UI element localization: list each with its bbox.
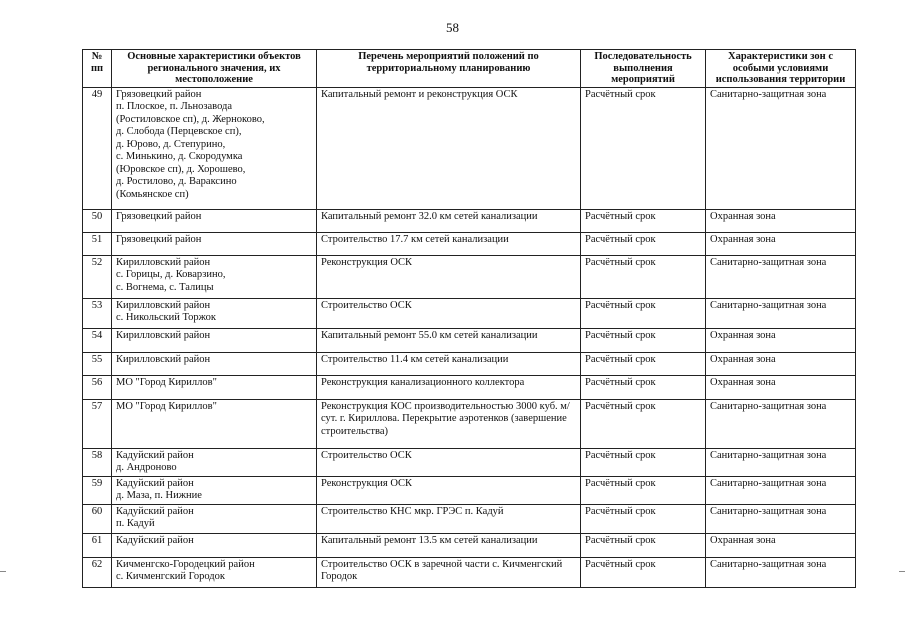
cell-order: Расчётный срок <box>581 298 706 328</box>
cell-object: Кирилловский район с. Горицы, д. Коварзино, с. Вогнема, с. Талицы <box>112 255 317 298</box>
page-number: 58 <box>446 20 459 35</box>
cell-measures: Реконструкция канализационного коллектора <box>317 375 581 399</box>
table-row <box>83 557 856 587</box>
scan-edge-mark-right <box>899 571 905 572</box>
cell-zone: Охранная зона <box>706 232 856 255</box>
table-row <box>83 352 856 375</box>
table-row <box>83 232 856 255</box>
header-order: Последовательность выполнения мероприятий <box>581 50 706 88</box>
table-row <box>83 298 856 328</box>
cell-order: Расчётный срок <box>581 533 706 557</box>
cell-order: Расчётный срок <box>581 504 706 533</box>
table-row <box>83 209 856 232</box>
cell-zone: Охранная зона <box>706 209 856 232</box>
table-row <box>83 504 856 533</box>
table-row <box>83 87 856 209</box>
cell-order: Расчётный срок <box>581 87 706 209</box>
header-zone: Характеристики зон с особыми условиями использования территории <box>706 50 856 88</box>
cell-num: 58 <box>83 448 112 476</box>
scan-edge-mark-left <box>0 571 6 572</box>
cell-object: Кадуйский район <box>112 533 317 557</box>
measures-table <box>82 49 856 588</box>
cell-order: Расчётный срок <box>581 232 706 255</box>
cell-measures: Реконструкция ОСК <box>317 476 581 504</box>
cell-zone: Санитарно-защитная зона <box>706 298 856 328</box>
cell-object: Кирилловский район с. Никольский Торжок <box>112 298 317 328</box>
cell-object: Грязовецкий район п. Плоское, п. Льнозавода (Ростиловское сп), д. Жерноково, д. Слобода (Перцевское сп), д. Юрово, д. Степурино, с. Минькино, д. Скородумка (Юровское сп), д. Хорошево, д. Ростилово, д. Вараксино (Комьянское сп) <box>112 87 317 209</box>
cell-num: 57 <box>83 399 112 448</box>
cell-order: Расчётный срок <box>581 375 706 399</box>
cell-zone: Санитарно-защитная зона <box>706 557 856 587</box>
header-object: Основные характеристики объектов регионального значения, их местоположение <box>112 50 317 88</box>
cell-measures: Реконструкция ОСК <box>317 255 581 298</box>
cell-measures: Строительство 11.4 км сетей канализации <box>317 352 581 375</box>
cell-order: Расчётный срок <box>581 476 706 504</box>
cell-measures: Строительство 17.7 км сетей канализации <box>317 232 581 255</box>
table-row <box>83 375 856 399</box>
cell-num: 55 <box>83 352 112 375</box>
cell-object: Грязовецкий район <box>112 209 317 232</box>
table-row <box>83 476 856 504</box>
cell-zone: Санитарно-защитная зона <box>706 87 856 209</box>
cell-object: МО "Город Кириллов" <box>112 375 317 399</box>
cell-zone: Санитарно-защитная зона <box>706 448 856 476</box>
cell-object: Кадуйский район п. Кадуй <box>112 504 317 533</box>
cell-num: 61 <box>83 533 112 557</box>
cell-object: МО "Город Кириллов" <box>112 399 317 448</box>
cell-num: 62 <box>83 557 112 587</box>
cell-order: Расчётный срок <box>581 209 706 232</box>
cell-zone: Охранная зона <box>706 352 856 375</box>
cell-zone: Санитарно-защитная зона <box>706 504 856 533</box>
table-row <box>83 448 856 476</box>
cell-measures: Капитальный ремонт 55.0 км сетей канализации <box>317 328 581 352</box>
cell-measures: Строительство ОСК <box>317 448 581 476</box>
cell-object: Кирилловский район <box>112 328 317 352</box>
cell-num: 52 <box>83 255 112 298</box>
cell-num: 51 <box>83 232 112 255</box>
table-row <box>83 533 856 557</box>
table-header-row <box>83 50 856 88</box>
cell-zone: Санитарно-защитная зона <box>706 399 856 448</box>
cell-measures: Капитальный ремонт 13.5 км сетей канализации <box>317 533 581 557</box>
cell-order: Расчётный срок <box>581 448 706 476</box>
cell-measures: Реконструкция КОС производительностью 3000 куб. м/сут. г. Кириллова. Перекрытие аэротенков (завершение строительства) <box>317 399 581 448</box>
cell-order: Расчётный срок <box>581 352 706 375</box>
cell-order: Расчётный срок <box>581 557 706 587</box>
cell-object: Кирилловский район <box>112 352 317 375</box>
cell-zone: Охранная зона <box>706 328 856 352</box>
cell-num: 54 <box>83 328 112 352</box>
cell-object: Грязовецкий район <box>112 232 317 255</box>
table-row <box>83 255 856 298</box>
cell-num: 49 <box>83 87 112 209</box>
cell-num: 56 <box>83 375 112 399</box>
header-measures: Перечень мероприятий положений по территориальному планированию <box>317 50 581 88</box>
cell-object: Кадуйский район д. Андроново <box>112 448 317 476</box>
cell-num: 50 <box>83 209 112 232</box>
cell-measures: Капитальный ремонт 32.0 км сетей канализации <box>317 209 581 232</box>
cell-measures: Строительство ОСК в заречной части с. Кичменгский Городок <box>317 557 581 587</box>
cell-measures: Капитальный ремонт и реконструкция ОСК <box>317 87 581 209</box>
cell-order: Расчётный срок <box>581 399 706 448</box>
cell-measures: Строительство ОСК <box>317 298 581 328</box>
cell-zone: Санитарно-защитная зона <box>706 255 856 298</box>
table-row <box>83 328 856 352</box>
cell-num: 59 <box>83 476 112 504</box>
cell-object: Кичменгско-Городецкий район с. Кичменгский Городок <box>112 557 317 587</box>
header-num: № пп <box>83 50 112 88</box>
cell-num: 53 <box>83 298 112 328</box>
cell-order: Расчётный срок <box>581 255 706 298</box>
table-row <box>83 399 856 448</box>
cell-object: Кадуйский район д. Маза, п. Нижние <box>112 476 317 504</box>
cell-zone: Охранная зона <box>706 533 856 557</box>
cell-order: Расчётный срок <box>581 328 706 352</box>
cell-zone: Санитарно-защитная зона <box>706 476 856 504</box>
cell-measures: Строительство КНС мкр. ГРЭС п. Кадуй <box>317 504 581 533</box>
cell-zone: Охранная зона <box>706 375 856 399</box>
cell-num: 60 <box>83 504 112 533</box>
